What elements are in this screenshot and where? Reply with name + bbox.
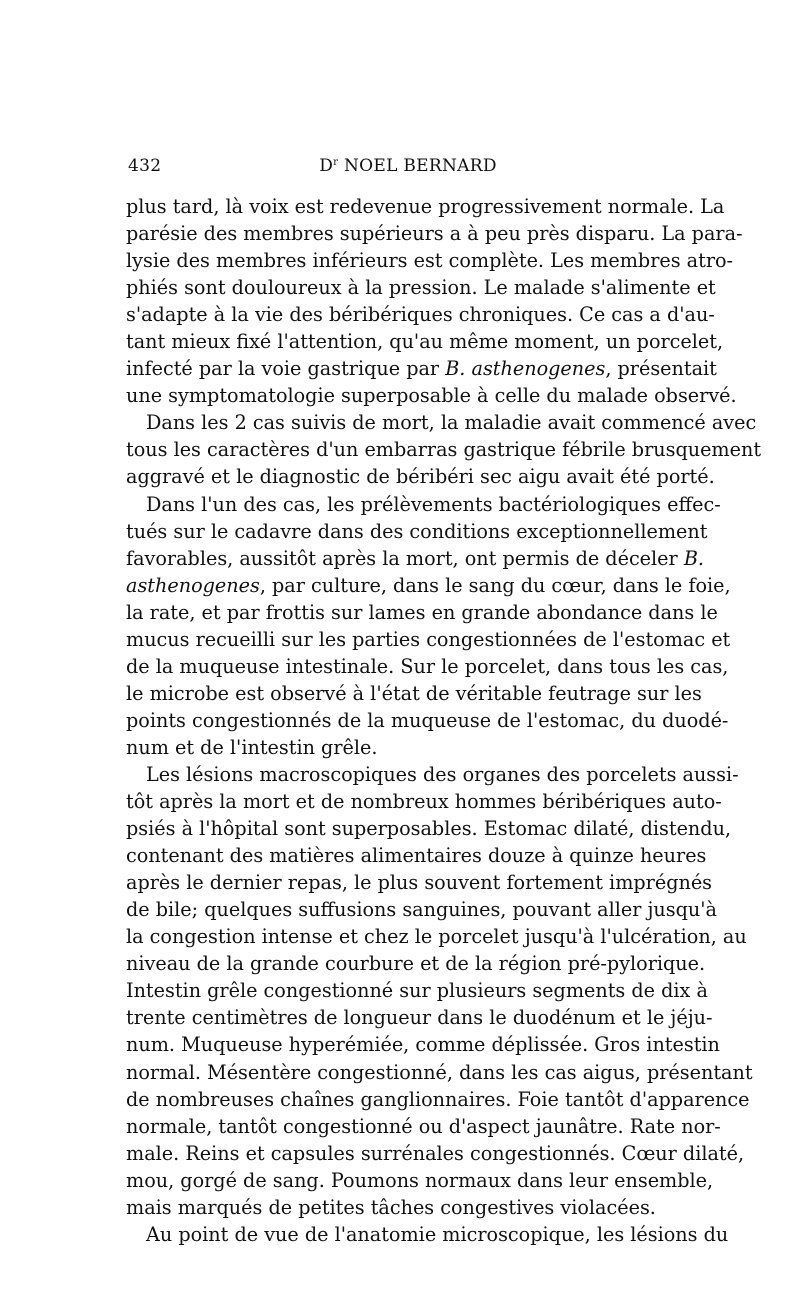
text-segment: , présentait	[605, 357, 717, 381]
text-line	[126, 545, 705, 572]
author-name: NOEL BERNARD	[343, 156, 497, 176]
text-line: Les lésions macroscopiques des organes des porcelets aussi-	[146, 762, 739, 786]
text-line: Intestin grêle congestionné sur plusieurs segments de dix à	[126, 979, 708, 1003]
text-line: Au point de vue de l'anatomie microscopique, les lésions du	[146, 1222, 729, 1246]
text-line: de la muqueuse intestinale. Sur le porcelet, dans tous les cas,	[126, 654, 729, 678]
text-line: num. Muqueuse hyperémiée, comme déplissée. Gros intestin	[126, 1033, 720, 1057]
text-segment: infecté par la voie gastrique par	[126, 357, 446, 381]
page-header	[128, 156, 688, 178]
italic-species-name: B.	[683, 546, 705, 570]
text-line: après le dernier repas, le plus souvent fortement imprégnés	[126, 871, 713, 895]
text-line: Dans les 2 cas suivis de mort, la maladie avait commencé avec	[146, 411, 757, 435]
text-line: aggravé et le diagnostic de béribéri sec aigu avait été porté.	[126, 465, 715, 489]
text-line: points congestionnés de la muqueuse de l'estomac, du duodé-	[126, 708, 729, 732]
text-line: trente centimètres de longueur dans le duodénum et le jéju-	[126, 1006, 713, 1030]
text-line: la congestion intense et chez le porcelet jusqu'à l'ulcération, au	[126, 925, 747, 949]
text-line: de bile; quelques suffusions sanguines, pouvant aller jusqu'à	[126, 898, 717, 922]
text-line: le microbe est observé à l'état de véritable feutrage sur les	[126, 681, 702, 705]
text-line: mais marqués de petites tâches congestives violacées.	[126, 1195, 656, 1219]
text-line: contenant des matières alimentaires douze à quinze heures	[126, 844, 707, 868]
text-line	[126, 355, 717, 382]
text-line: phiés sont douloureux à la pression. Le malade s'alimente et	[126, 276, 716, 300]
text-line: parésie des membres supérieurs a à peu près disparu. La para-	[126, 222, 743, 246]
text-line	[126, 572, 731, 599]
text-segment: , par culture, dans le sang du cœur, dans le foie,	[259, 573, 731, 597]
text-line: s'adapte à la vie des béribériques chroniques. Ce cas a d'au-	[126, 303, 715, 327]
running-head	[128, 156, 688, 176]
text-line: niveau de la grande courbure et de la région pré-pylorique.	[126, 952, 706, 976]
text-line: normal. Mésentère congestionné, dans les cas aigus, présentant	[126, 1060, 753, 1084]
text-segment: favorables, aussitôt après la mort, ont permis de déceler	[126, 546, 684, 570]
text-line: lysie des membres inférieurs est complète. Les membres atro-	[126, 249, 734, 273]
text-line: male. Reins et capsules surrénales congestionnés. Cœur dilaté,	[126, 1141, 745, 1165]
text-line: Dans l'un des cas, les prélèvements bactériologiques effec-	[146, 492, 721, 516]
italic-species-name: asthenogenes	[126, 573, 260, 597]
author-prefix-superscript: r	[333, 157, 339, 168]
text-line: mucus recueilli sur les parties congestionnées de l'estomac et	[126, 627, 731, 651]
text-line: une symptomatologie superposable à celle du malade observé.	[126, 384, 737, 408]
body-text	[126, 193, 762, 1248]
text-line: mou, gorgé de sang. Poumons normaux dans leur ensemble,	[126, 1168, 714, 1192]
text-line: tant mieux fixé l'attention, qu'au même moment, un porcelet,	[126, 330, 724, 354]
italic-species-name: B. asthenogenes	[445, 357, 606, 381]
text-line: num et de l'intestin grêle.	[126, 735, 378, 759]
text-line: tués sur le cadavre dans des conditions exceptionnellement	[126, 519, 708, 543]
text-line: la rate, et par frottis sur lames en grande abondance dans le	[126, 600, 718, 624]
text-line: de nombreuses chaînes ganglionnaires. Foie tantôt d'apparence	[126, 1087, 750, 1111]
text-line: tous les caractères d'un embarras gastrique fébrile brusquement	[126, 438, 762, 462]
page-number: 432	[128, 156, 162, 176]
text-line: plus tard, là voix est redevenue progressivement normale. La	[126, 195, 725, 218]
text-line: tôt après la mort et de nombreux hommes béribériques auto-	[126, 790, 722, 814]
author-prefix: D	[319, 156, 334, 176]
text-line: psiés à l'hôpital sont superposables. Estomac dilaté, distendu,	[126, 817, 732, 841]
text-line: normale, tantôt congestionné ou d'aspect jaunâtre. Rate nor-	[126, 1114, 721, 1138]
